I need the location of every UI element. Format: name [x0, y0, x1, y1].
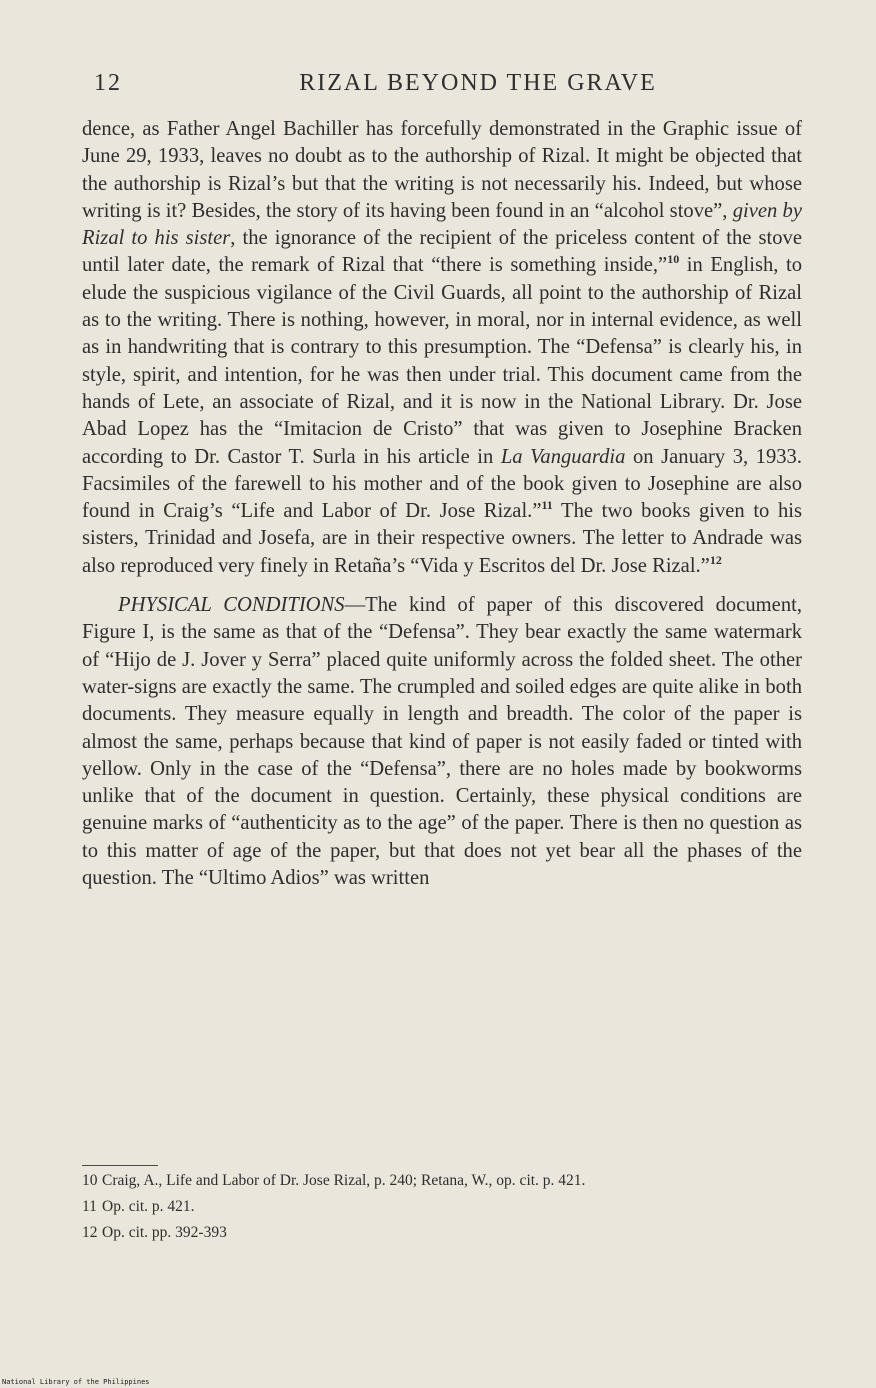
italic-title: La Vanguardia [500, 445, 626, 468]
paragraph-authorship [82, 116, 802, 580]
text-segment: on January 3, 1933. Facsimiles of the farewell to his mother and of the book given to Josephine are also found in Craig’s “Life and Labor of Dr. Jose Rizal.” [82, 445, 803, 523]
footnote-ref-11[interactable]: 11 [541, 498, 553, 513]
footnotes [82, 1171, 802, 1249]
running-title: RIZAL BEYOND THE GRAVE [299, 70, 657, 96]
footnote-12 [82, 1223, 802, 1243]
library-credit: National Library of the Philippines [2, 1378, 150, 1386]
paragraph-physical-conditions [82, 592, 802, 892]
footnote-text: Craig, A., Life and Labor of Dr. Jose Rizal, p. 240; Retana, W., op. cit. p. 421. [102, 1172, 586, 1189]
footnote-rule [82, 1165, 158, 1166]
body-text [82, 116, 802, 892]
text-segment: The two books given to his sisters, Trinidad and Josefa, are in their respective owners. The letter to Andrade was also reproduced very finely in Retaña’s “Vida y Escritos del Dr. Jose Rizal.” [82, 500, 802, 577]
text-segment: in English, to elude the suspicious vigilance of the Civil Guards, all point to the authorship of Rizal as to the writing. There is nothing, however, in moral, nor in internal evidence, as well as in handwriting that is contrary to this presumption. The “Defensa” is clearly his, in style, spirit, and intention, for he was then under trial. This document came from the hands of Lete, an associate of Rizal, and it is now in the National Library. Dr. Jose Abad Lopez has the “Imitacion de Cristo” that was given to Josephine Bracken according to Dr. Castor T. Surla in his article in [82, 254, 802, 468]
footnote-10 [82, 1171, 802, 1191]
italic-phrase: given by Rizal to his sister [82, 199, 802, 250]
footnote-ref-10[interactable]: 10 [667, 252, 680, 267]
footnote-number: 12 [82, 1224, 98, 1241]
text-segment: —The kind of paper of this discovered document, Figure I, is the same as that of the “Defensa”. They bear exactly the same watermark of “Hijo de J. Jover y Serra” placed quite uniformly across the folded sheet. The other water-signs are exactly the same. The crumpled and soiled edges are quite alike in both documents. They measure equally in length and breadth. The color of the paper is almost the same, perhaps because that kind of paper is not easily faded or tinted with yellow. Only in the case of the “Defensa”, there are no holes made by bookworms unlike that of the document in question. Certainly, these physical conditions are genuine marks of “authenticity as to the age” of the paper. There is then no question as to this matter of age of the paper, but that does not yet bear all the phases of the question. The “Ultimo Adios” was written [82, 594, 802, 890]
text-segment: , the ignorance of the recipient of the priceless content of the stove until later date, the remark of Rizal that “there is something inside,” [82, 227, 802, 277]
page-number: 12 [94, 70, 122, 96]
section-heading: PHYSICAL CONDITIONS [118, 594, 345, 617]
footnote-text: Op. cit. p. 421. [102, 1198, 195, 1215]
footnote-number: 10 [82, 1172, 98, 1189]
footnote-ref-12[interactable]: 12 [709, 552, 722, 567]
footnote-11 [82, 1197, 802, 1217]
running-head [94, 70, 802, 104]
text-segment: dence, as Father Angel Bachiller has forcefully demonstrated in the Graphic issue of June 29, 1933, leaves no doubt as to the authorship of Rizal. It might be objected that the authorship is Rizal’s but that the writing is not necessarily his. Indeed, but whose writing is it? Besides, the story of its having been found in an “alcohol stove”, [82, 118, 802, 222]
footnote-number: 11 [82, 1198, 97, 1215]
footnote-text: Op. cit. pp. 392-393 [102, 1224, 227, 1241]
